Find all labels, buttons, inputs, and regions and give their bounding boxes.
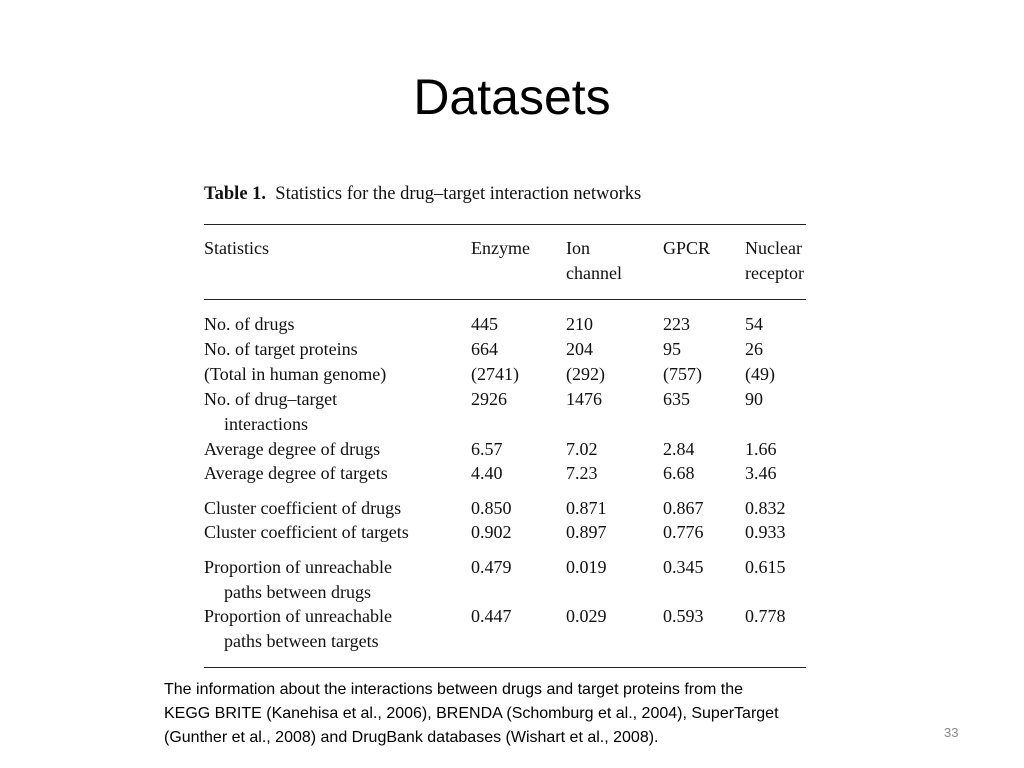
cell-ion-channel: 210	[566, 314, 593, 334]
header-nuclear-line1: Nuclear	[745, 238, 802, 258]
cell-nuclear-receptor: 1.66	[745, 439, 777, 459]
row-label: Proportion of unreachable	[204, 606, 392, 626]
row-label-continued: interactions	[224, 414, 308, 434]
cell-gpcr: 0.345	[663, 557, 704, 577]
cell-nuclear-receptor: 26	[745, 339, 763, 359]
row-label: No. of drug–target	[204, 389, 338, 409]
cell-ion-channel: 0.029	[566, 606, 607, 626]
cell-ion-channel: 204	[566, 339, 593, 359]
cell-ion-channel: 0.871	[566, 498, 607, 518]
row-label: Average degree of drugs	[204, 439, 381, 459]
row-label: No. of drugs	[204, 314, 295, 334]
source-footnote	[164, 678, 864, 750]
row-label: No. of target proteins	[204, 339, 358, 359]
row-label: (Total in human genome)	[204, 364, 387, 384]
cell-nuclear-receptor: (49)	[745, 364, 775, 384]
cell-enzyme: 0.850	[471, 498, 512, 518]
cell-enzyme: (2741)	[471, 364, 519, 384]
cell-nuclear-receptor: 90	[745, 389, 763, 409]
header-gpcr: GPCR	[663, 238, 711, 258]
row-label: Cluster coefficient of targets	[204, 522, 409, 542]
cell-ion-channel: (292)	[566, 364, 605, 384]
table-header-rule	[204, 299, 806, 300]
cell-enzyme: 664	[471, 339, 498, 359]
cell-gpcr: 2.84	[663, 439, 695, 459]
cell-ion-channel: 7.02	[566, 439, 598, 459]
cell-gpcr: 6.68	[663, 463, 695, 483]
footnote-line: KEGG BRITE (Kanehisa et al., 2006), BRENDA (Schomburg et al., 2004), SuperTarget	[164, 705, 779, 722]
cell-ion-channel: 1476	[566, 389, 602, 409]
footnote-line: The information about the interactions between drugs and target proteins from the	[164, 681, 744, 698]
table-top-rule	[204, 224, 806, 225]
table-bottom-rule	[204, 667, 806, 668]
cell-enzyme: 0.447	[471, 606, 512, 626]
cell-enzyme: 4.40	[471, 463, 503, 483]
header-ion-channel-line1: Ion	[566, 238, 590, 258]
cell-enzyme: 6.57	[471, 439, 503, 459]
table-caption	[204, 184, 641, 205]
cell-gpcr: 0.867	[663, 498, 704, 518]
cell-ion-channel: 0.897	[566, 522, 607, 542]
slide-title: Datasets	[413, 69, 611, 125]
cell-nuclear-receptor: 0.778	[745, 606, 786, 626]
cell-gpcr: 635	[663, 389, 690, 409]
table-caption-label: Table 1.	[204, 184, 267, 204]
row-label: Average degree of targets	[204, 463, 388, 483]
cell-nuclear-receptor: 0.615	[745, 557, 786, 577]
cell-enzyme: 2926	[471, 389, 507, 409]
cell-gpcr: 0.593	[663, 606, 704, 626]
row-label-continued: paths between targets	[224, 631, 379, 651]
header-ion-channel-line2: channel	[566, 263, 622, 283]
footnote-line: (Gunther et al., 2008) and DrugBank databases (Wishart et al., 2008).	[164, 729, 659, 746]
header-statistics: Statistics	[204, 238, 270, 258]
cell-enzyme: 445	[471, 314, 498, 334]
cell-ion-channel: 7.23	[566, 463, 598, 483]
cell-nuclear-receptor: 0.832	[745, 498, 786, 518]
cell-nuclear-receptor: 0.933	[745, 522, 786, 542]
header-nuclear-line2: receptor	[745, 263, 804, 283]
table-caption-text: Statistics for the drug–target interaction networks	[275, 184, 642, 204]
header-enzyme: Enzyme	[471, 238, 530, 258]
row-label-continued: paths between drugs	[224, 582, 371, 602]
row-label: Cluster coefficient of drugs	[204, 498, 402, 518]
cell-nuclear-receptor: 3.46	[745, 463, 777, 483]
cell-enzyme: 0.479	[471, 557, 512, 577]
cell-gpcr: 223	[663, 314, 690, 334]
cell-gpcr: (757)	[663, 364, 702, 384]
cell-nuclear-receptor: 54	[745, 314, 763, 334]
row-label: Proportion of unreachable	[204, 557, 392, 577]
cell-ion-channel: 0.019	[566, 557, 607, 577]
cell-enzyme: 0.902	[471, 522, 512, 542]
page-number: 33	[944, 725, 959, 740]
cell-gpcr: 95	[663, 339, 681, 359]
cell-gpcr: 0.776	[663, 522, 704, 542]
